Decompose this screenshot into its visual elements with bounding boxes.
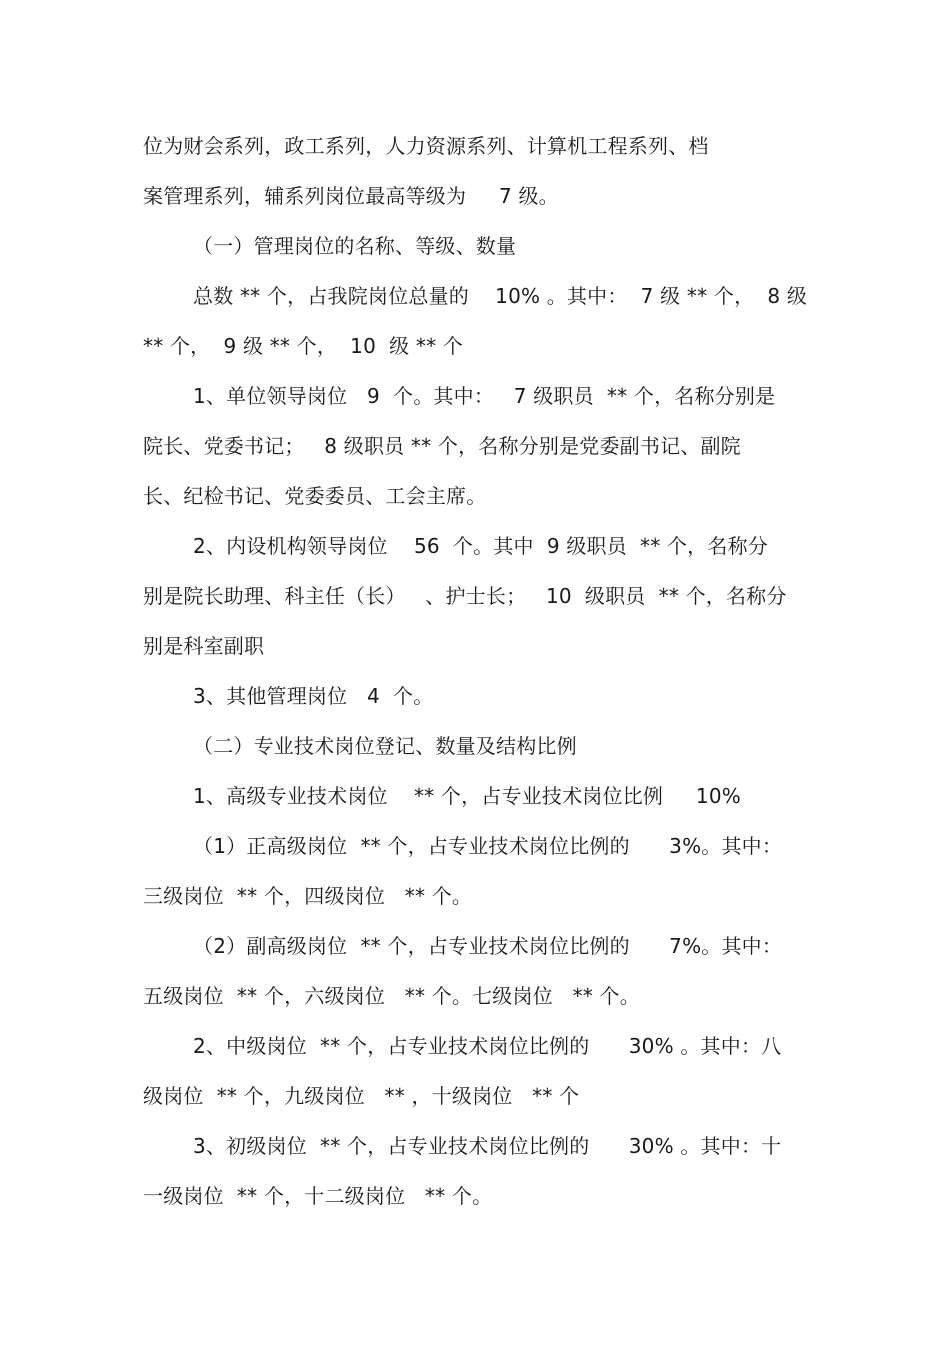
paragraph-line: 别是科室副职 [143, 634, 265, 658]
paragraph-line: 院长、党委书记； 8 级职员 ** 个，名称分别是党委副书记、副院 [143, 434, 741, 458]
paragraph-line: 五级岗位 ** 个，六级岗位 ** 个。七级岗位 ** 个。 [143, 984, 640, 1008]
paragraph-line: 2、内设机构领导岗位 56 个。其中 9 级职员 ** 个，名称分 [193, 534, 768, 558]
paragraph-line: 3、初级岗位 ** 个，占专业技术岗位比例的 30% 。其中：十 [193, 1134, 782, 1158]
paragraph-line: （1）正高级岗位 ** 个，占专业技术岗位比例的 3%。其中： [193, 834, 783, 858]
paragraph-line: ** 个， 9 级 ** 个， 10 级 ** 个 [143, 334, 464, 358]
paragraph-line: 级岗位 ** 个，九级岗位 ** ，十级岗位 ** 个 [143, 1084, 580, 1108]
paragraph-line: 3、其他管理岗位 4 个。 [193, 684, 434, 708]
paragraph-line: 2、中级岗位 ** 个，占专业技术岗位比例的 30% 。其中：八 [193, 1034, 782, 1058]
paragraph-line: 一级岗位 ** 个，十二级岗位 ** 个。 [143, 1184, 493, 1208]
paragraph-line: （2）副高级岗位 ** 个，占专业技术岗位比例的 7%。其中： [193, 934, 783, 958]
paragraph-line: 长、纪检书记、党委委员、工会主席。 [143, 484, 487, 508]
paragraph-line: 案管理系列，辅系列岗位最高等级为 7 级。 [143, 184, 559, 208]
paragraph-line: 别是院长助理、科主任（长） 、护士长； 10 级职员 ** 个，名称分 [143, 584, 787, 608]
section-heading: （二）专业技术岗位登记、数量及结构比例 [193, 734, 577, 758]
paragraph-line: 位为财会系列，政工系列，人力资源系列、计算机工程系列、档 [143, 134, 709, 158]
paragraph-line: 三级岗位 ** 个，四级岗位 ** 个。 [143, 884, 473, 908]
paragraph-line: 1、高级专业技术岗位 ** 个，占专业技术岗位比例 10% [193, 784, 741, 808]
paragraph-line: 总数 ** 个，占我院岗位总量的 10% 。其中： 7 级 ** 个， 8 级 [193, 284, 808, 308]
section-heading: （一）管理岗位的名称、等级、数量 [193, 234, 517, 258]
paragraph-line: 1、单位领导岗位 9 个。其中： 7 级职员 ** 个，名称分别是 [193, 384, 776, 408]
